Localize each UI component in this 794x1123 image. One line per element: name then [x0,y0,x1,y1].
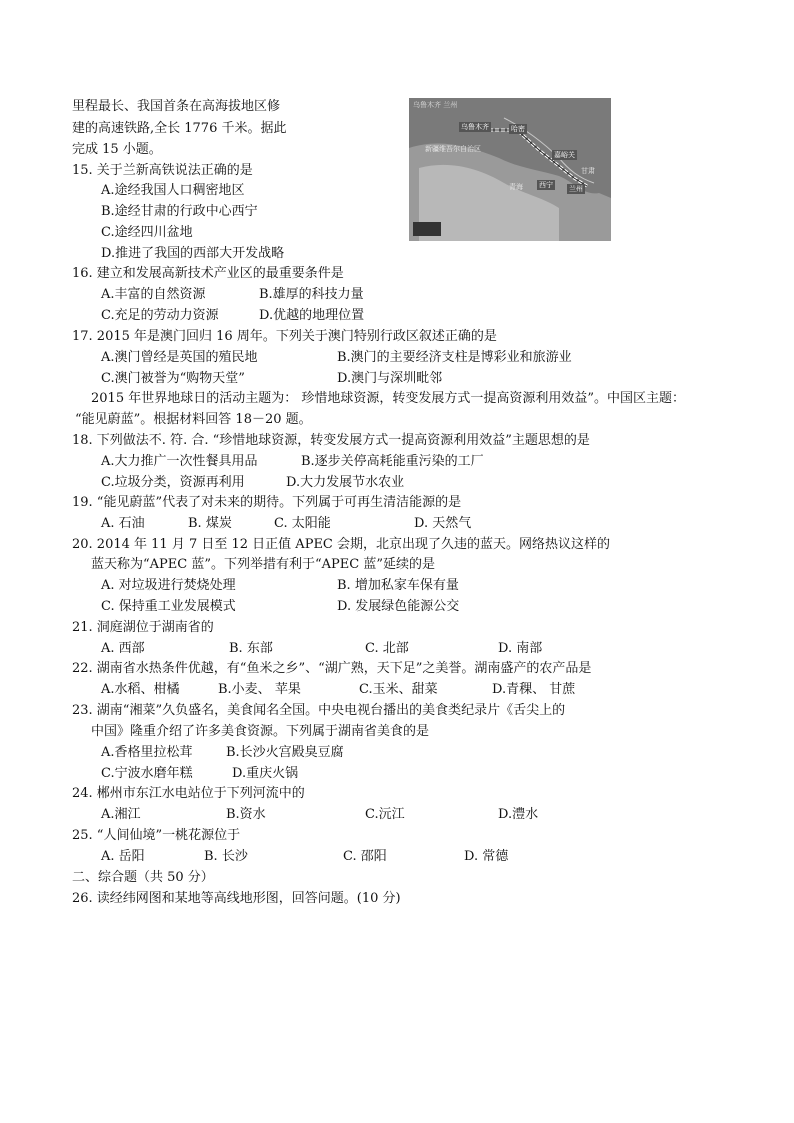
q20-option-b[interactable]: B. 增加私家车保有量 [337,578,459,593]
q19-option-d[interactable]: D. 天然气 [414,516,472,531]
q15-option-d[interactable]: D.推进了我国的西部大开发战略 [101,246,285,261]
section2-title: 二、综合题（共 50 分） [72,870,214,885]
q22-option-b[interactable]: B.小麦、 苹果 [218,682,301,697]
q23-option-d[interactable]: D.重庆火锅 [232,766,299,781]
q20-option-c[interactable]: C. 保持重工业发展模式 [101,599,236,614]
q18-option-b[interactable]: B.逐步关停高耗能重污染的工厂 [301,454,484,469]
q23-stem: 23. 湖南“湘菜”久负盛名，美食闻名全国。中央电视台播出的美食类纪录片《舌尖上的 [72,703,566,718]
q24-option-c[interactable]: C.沅江 [365,807,405,822]
q15-stem: 15. 关于兰新高铁说法正确的是 [72,163,253,178]
q16-option-a[interactable]: A.丰富的自然资源 [101,287,206,302]
q24-option-b[interactable]: B.资水 [226,807,266,822]
q22-option-c[interactable]: C.玉米、甜菜 [359,682,438,697]
q20-option-d[interactable]: D. 发展绿色能源公交 [337,599,460,614]
q17-option-b[interactable]: B.澳门的主要经济支柱是博彩业和旅游业 [337,350,572,365]
q15-option-c[interactable]: C.途经四川盆地 [101,225,193,240]
q17-option-c[interactable]: C.澳门被誉为“购物天堂” [101,371,245,386]
q21-option-c[interactable]: C. 北部 [365,641,409,656]
q16-option-d[interactable]: D.优越的地理位置 [259,308,365,323]
q19-stem: 19. “能见蔚蓝”代表了对未来的期待。下列属于可再生清洁能源的是 [72,495,462,510]
q23-option-c[interactable]: C.宁波水磨年糕 [101,766,193,781]
intro-line-2: 建的高速铁路,全长 1776 千米。据此 [72,121,287,136]
q21-option-a[interactable]: A. 西部 [101,641,145,656]
q16-stem: 16. 建立和发展高新技术产业区的最重要条件是 [72,266,344,281]
q19-option-c[interactable]: C. 太阳能 [274,516,331,531]
map-region-gansu: 甘肃 [581,167,595,175]
q25-option-d[interactable]: D. 常德 [464,849,509,864]
q24-option-a[interactable]: A.湘江 [101,807,141,822]
map-city-xining: 西宁 [539,181,553,189]
map-header: 乌鲁木齐 兰州 [413,101,458,109]
intro-line-1: 里程最长、我国首条在高海拔地区修 [72,99,281,114]
map-region-xinjiang: 新疆维吾尔自治区 [425,145,481,153]
q22-stem: 22. 湖南省水热条件优越，有“鱼米之乡”、“湖广熟，天下足”之美誉。湖南盛产的农产品是 [72,661,592,676]
map-city-urumqi: 乌鲁木齐 [461,123,489,131]
q20-stem-2: 蓝天称为“APEC 蓝”。下列举措有利于“APEC 蓝”延续的是 [91,557,435,572]
q16-option-b[interactable]: B.雄厚的科技力量 [259,287,364,302]
railway-map-image [409,98,611,241]
q23-option-a[interactable]: A.香格里拉松茸 [101,745,193,760]
q22-option-d[interactable]: D.青稞、 甘蔗 [492,682,576,697]
passage-line-2: “能见蔚蓝”。根据材料回答 18－20 题。 [75,412,312,427]
q17-stem: 17. 2015 年是澳门回归 16 周年。下列关于澳门特别行政区叙述正确的是 [72,329,497,344]
q16-option-c[interactable]: C.充足的劳动力资源 [101,308,219,323]
q19-option-b[interactable]: B. 煤炭 [188,516,232,531]
q25-option-a[interactable]: A. 岳阳 [101,849,145,864]
q24-stem: 24. 郴州市东江水电站位于下列河流中的 [72,786,305,801]
q19-option-a[interactable]: A. 石油 [101,516,145,531]
q25-option-c[interactable]: C. 邵阳 [343,849,387,864]
q25-stem: 25. “人间仙境”一桃花源位于 [72,828,241,843]
q18-stem: 18. 下列做法不. 符. 合. “珍惜地球资源，转变发展方式一提高资源利用效益”主题思想的是 [72,433,590,448]
q18-option-d[interactable]: D.大力发展节水农业 [286,475,405,490]
intro-line-3: 完成 15 小题。 [72,142,162,157]
q24-option-d[interactable]: D.澧水 [498,807,539,822]
q17-option-a[interactable]: A.澳门曾经是英国的殖民地 [101,350,258,365]
map-city-lanzhou: 兰州 [569,185,583,193]
q21-option-d[interactable]: D. 南部 [498,641,543,656]
q25-option-b[interactable]: B. 长沙 [204,849,248,864]
map-city-hami: 哈密 [511,125,525,133]
q21-stem: 21. 洞庭湖位于湖南省的 [72,620,214,635]
q18-option-a[interactable]: A.大力推广一次性餐具用品 [101,454,258,469]
q15-option-a[interactable]: A.途经我国人口稠密地区 [101,183,245,198]
q26-stem: 26. 读经纬网图和某地等高线地形图，回答问题。(10 分) [72,891,401,906]
passage-line-1: 2015 年世界地球日的活动主题为： 珍惜地球资源，转变发展方式一提高资源利用效益”。中国区主题： [91,391,685,406]
q20-option-a[interactable]: A. 对垃圾进行焚烧处理 [101,578,236,593]
map-region-qinghai: 青海 [509,183,523,191]
q23-stem-2: 中国》隆重介绍了许多美食资源。下列属于湖南省美食的是 [91,724,430,739]
q15-option-b[interactable]: B.途经甘肃的行政中心西宁 [101,204,258,219]
q17-option-d[interactable]: D.澳门与深圳毗邻 [337,371,443,386]
q18-option-c[interactable]: C.垃圾分类，资源再利用 [101,475,245,490]
map-city-jiayuguan: 嘉峪关 [554,151,575,159]
q21-option-b[interactable]: B. 东部 [229,641,273,656]
q20-stem: 20. 2014 年 11 月 7 日至 12 日正值 APEC 会期，北京出现了久违的蓝天。网络热议这样的 [72,537,611,552]
q23-option-b[interactable]: B.长沙火宫殿臭豆腐 [226,745,344,760]
q22-option-a[interactable]: A.水稻、柑橘 [101,682,180,697]
